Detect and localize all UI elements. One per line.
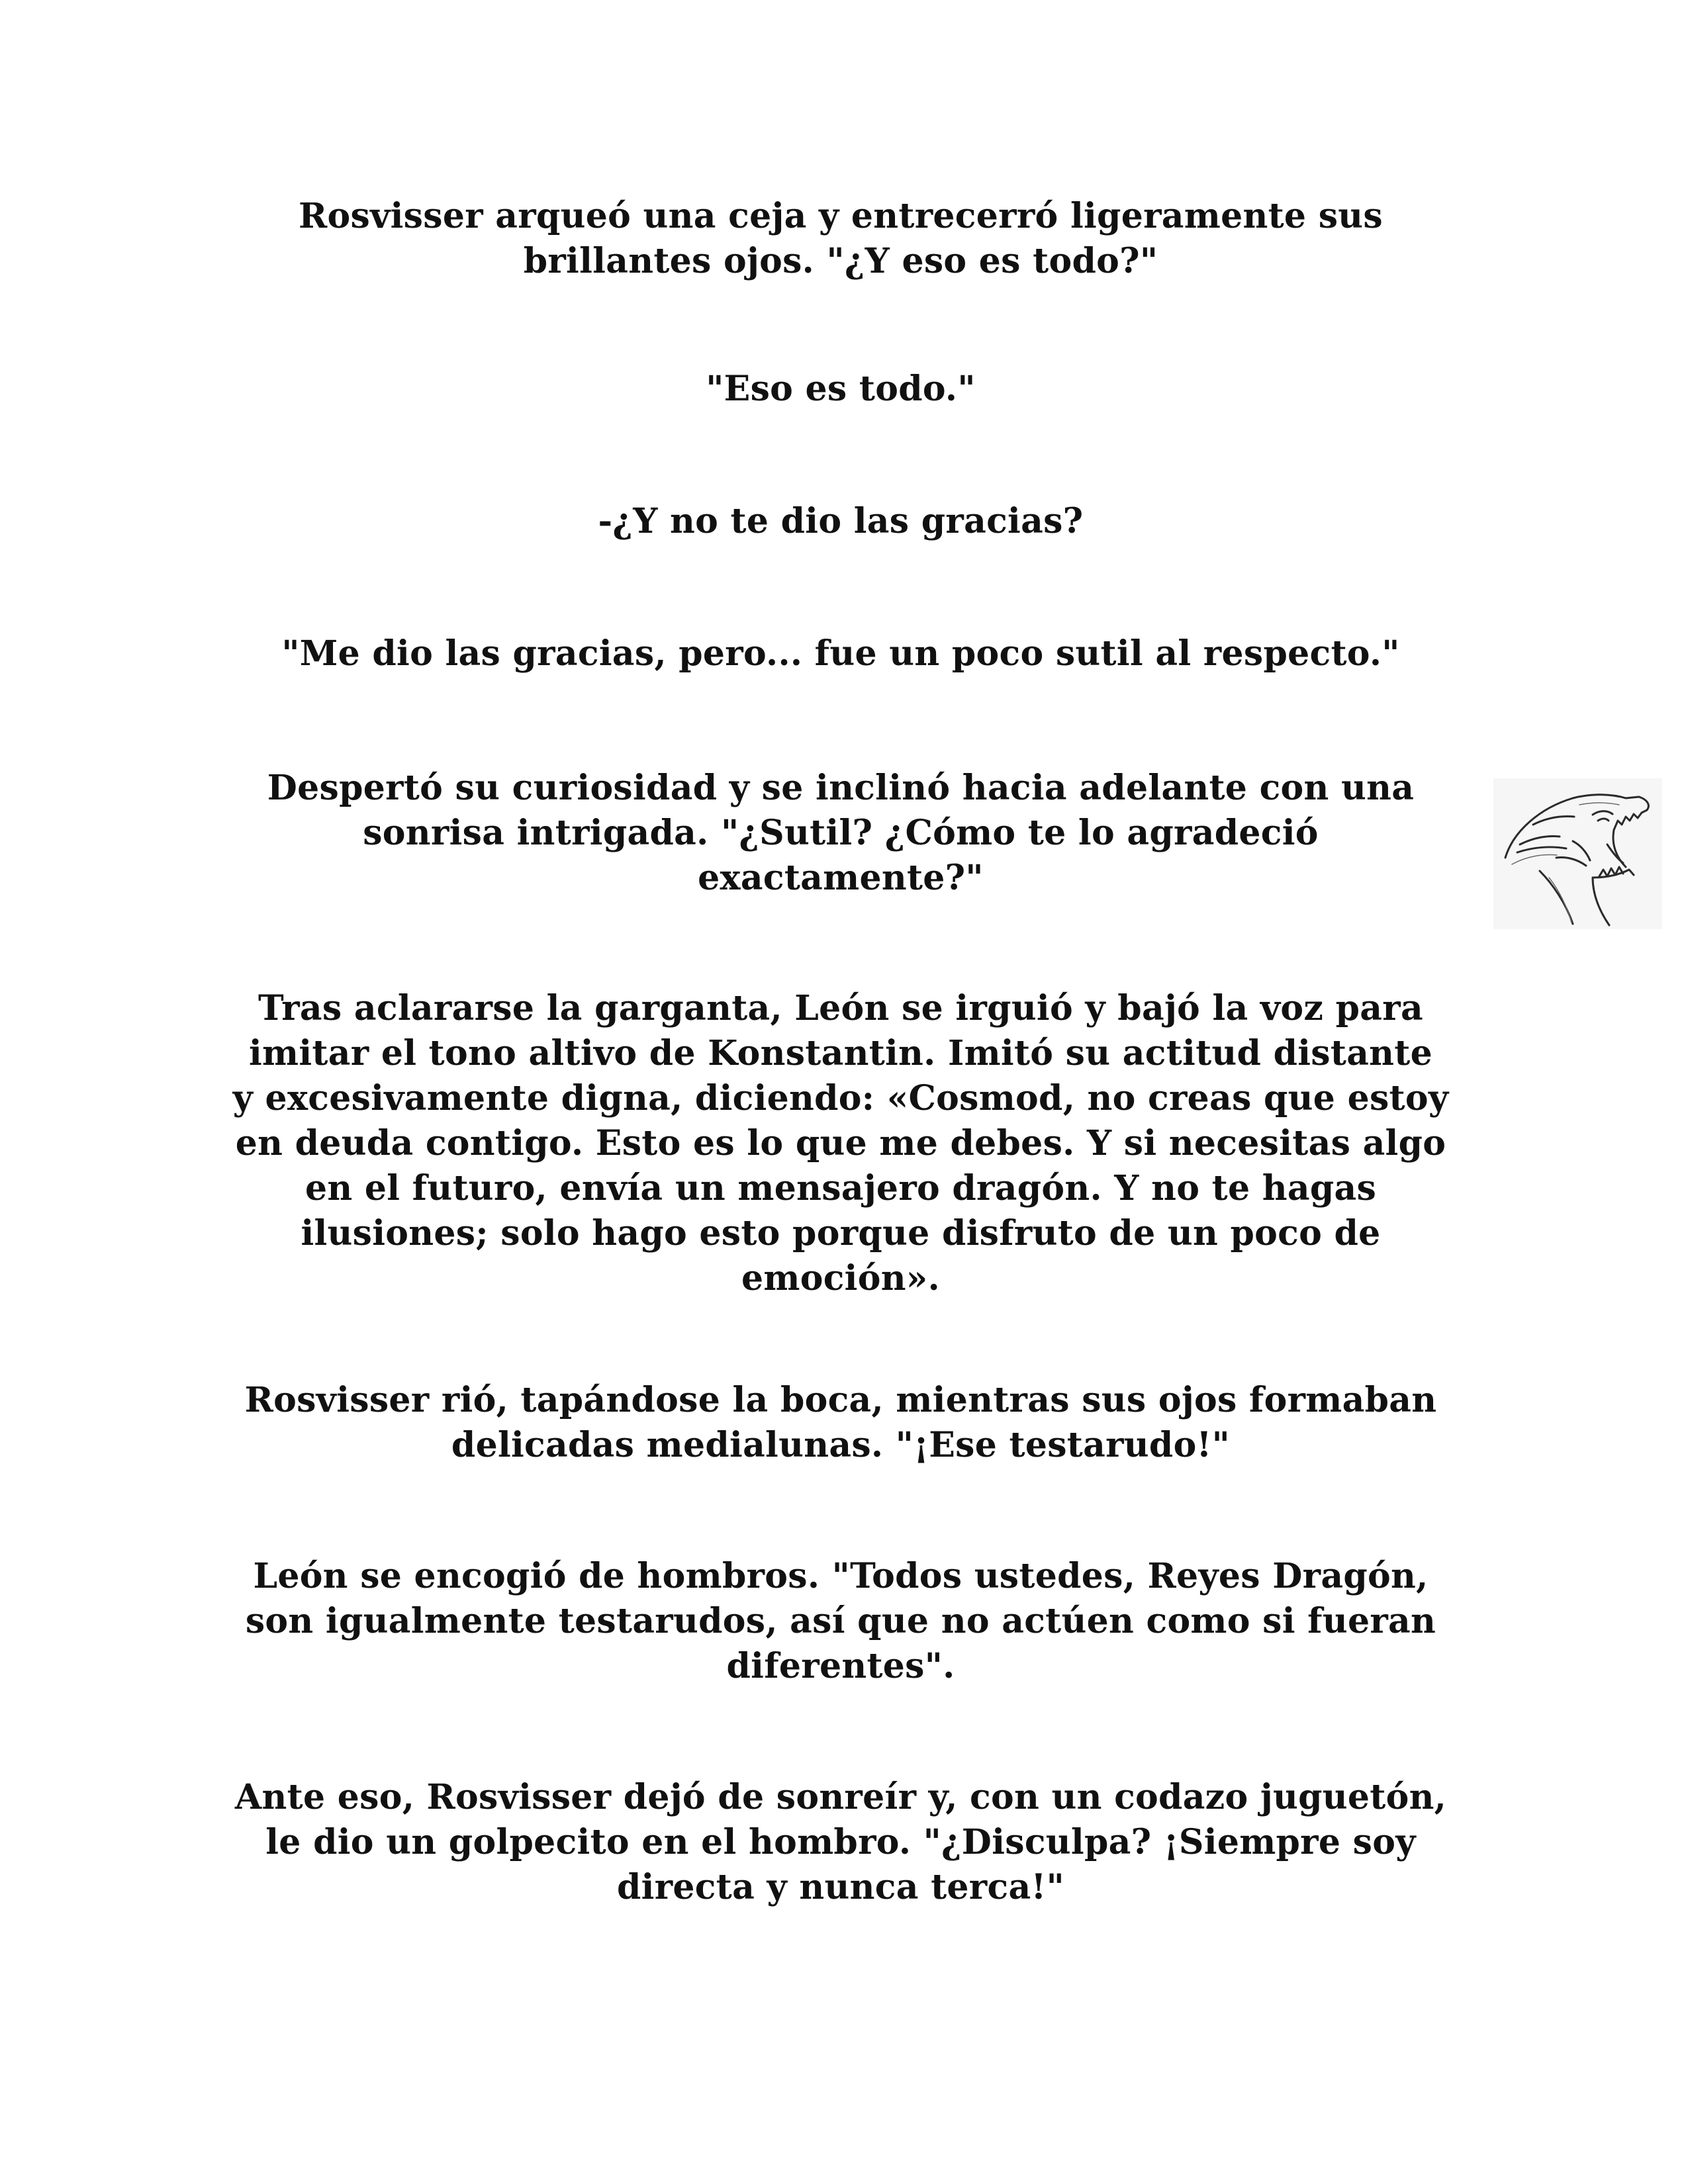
paragraph: Ante eso, Rosvisser dejó de sonreír y, con un codazo juguetón, le dio un golpecito en el hombro. "¿Disculpa? ¡Siempre soy directa y nunca terca!" — [234, 1777, 1447, 1907]
paragraph: León se encogió de hombros. "Todos ustedes, Reyes Dragón, son igualmente testarudos, así que no actúen como si fueran diferentes". — [245, 1556, 1436, 1686]
paragraph: "Me dio las gracias, pero... fue un poco sutil al respecto." — [281, 633, 1400, 674]
paragraph: Rosvisser arqueó una ceja y entrecerró ligeramente sus brillantes ojos. "¿Y eso es todo?" — [299, 196, 1383, 281]
paragraph: Rosvisser rió, tapándose la boca, mientras sus ojos formaban delicadas medialunas. "¡Ese testarudo!" — [244, 1380, 1437, 1465]
paragraph: "Eso es todo." — [706, 369, 976, 409]
paragraph: Despertó su curiosidad y se inclinó hacia adelante con una sonrisa intrigada. "¿Sutil? ¿Cómo te lo agradeció exactamente?" — [267, 768, 1415, 898]
paragraph: -¿Y no te dio las gracias? — [598, 501, 1084, 541]
paragraph: Tras aclararse la garganta, León se irguió y bajó la voz para imitar el tono altivo de Konstantin. Imitó su actitud distante y excesivamente digna, diciendo: «Cosmod, no creas que estoy en deuda contigo. Esto es lo que me debes. Y si necesitas algo en el futuro, envía un mensajero dragón. Y no te hagas ilusiones; solo hago esto porque disfruto de un poco de emoción». — [232, 988, 1449, 1298]
dinosaur-head-sketch-icon — [1493, 778, 1662, 929]
